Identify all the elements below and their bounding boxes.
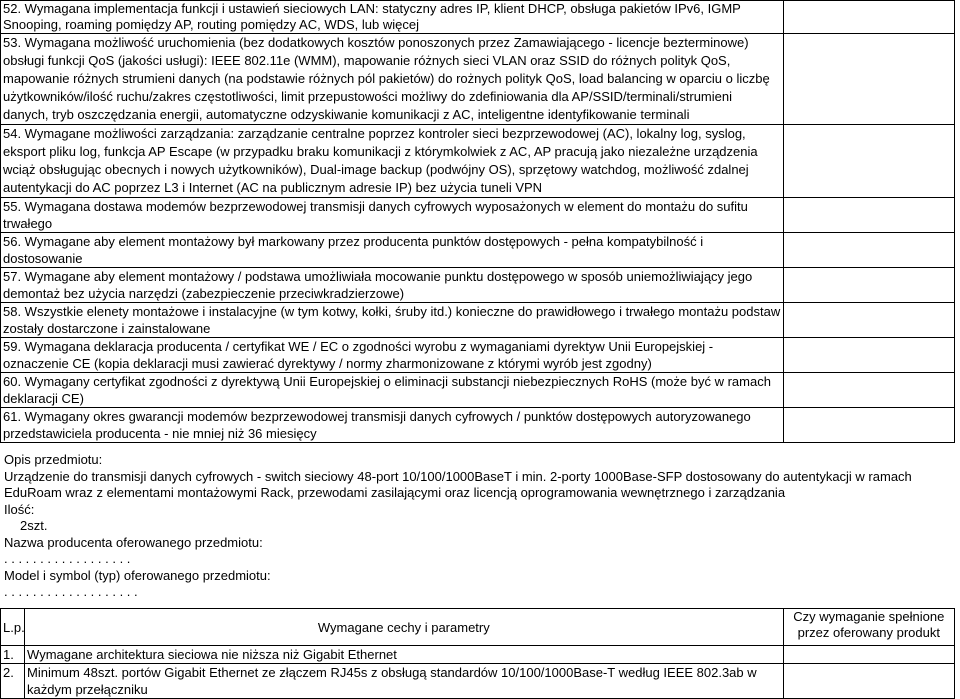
table-row [1, 34, 955, 125]
answer-cell[interactable] [783, 303, 954, 338]
header-answer: Czy wymaganie spełnione przez oferowany produkt [783, 609, 954, 646]
requirement-text: 61. Wymagany okres gwarancji modemów bezprzewodowej transmisji danych cyfrowych / punktów dostępowych autoryzowanego przedstawiciela producenta - nie mniej niż 36 miesięcy [1, 408, 784, 443]
answer-cell[interactable] [783, 373, 954, 408]
answer-cell[interactable] [783, 338, 954, 373]
producer-label: Nazwa producenta oferowanego przedmiotu: [4, 534, 263, 550]
description-text: Urządzenie do transmisji danych cyfrowych - switch sieciowy 48-port 10/100/1000BaseT i min. 2-porty 1000Base-SFP dostosowany do autentykacji w ramach EduRoam wraz z elementami montażowymi Rack, przewodami zasilającymi oraz licencją oprogramowania wewnętrznego i zarządzania [4, 468, 912, 500]
answer-cell[interactable] [783, 198, 954, 233]
table-row [1, 303, 955, 338]
answer-cell[interactable] [783, 664, 954, 699]
row-number: 2. [1, 664, 25, 699]
answer-cell[interactable] [783, 646, 954, 664]
model-blank[interactable]: . . . . . . . . . . . . . . . . . . . [4, 584, 138, 599]
table-header-row [1, 609, 955, 646]
table-row [1, 338, 955, 373]
producer-blank[interactable]: . . . . . . . . . . . . . . . . . . [4, 551, 131, 566]
row-text: Minimum 48szt. portów Gigabit Ethernet ze złączem RJ45s z obsługą standardów 10/100/1000Base-T według IEEE 802.3ab w każdym przełączniku [25, 664, 784, 699]
requirement-text: 55. Wymagana dostawa modemów bezprzewodowej transmisji danych cyfrowych wyposażonych w element do montażu do sufitu trwałego [1, 198, 784, 233]
requirement-text: 56. Wymagane aby element montażowy był markowany przez producenta punktów dostępowych - pełna kompatybilność i dostosowanie [1, 233, 784, 268]
table-row [1, 125, 955, 198]
row-text: Wymagane architektura sieciowa nie niższa niż Gigabit Ethernet [25, 646, 784, 664]
requirement-text: 60. Wymagany certyfikat zgodności z dyrektywą Unii Europejskiej o eliminacji substancji niebezpiecznych RoHS (może być w ramach deklaracji CE) [1, 373, 784, 408]
model-label: Model i symbol (typ) oferowanego przedmiotu: [4, 567, 271, 583]
answer-cell[interactable] [783, 34, 954, 125]
answer-cell[interactable] [783, 1, 954, 34]
answer-cell[interactable] [783, 408, 954, 443]
table-row [1, 408, 955, 443]
requirement-text: 59. Wymagana deklaracja producenta / certyfikat WE / EC o zgodności wyrobu z wymaganiami dyrektyw Unii Europejskiej - oznaczenie CE (kopia deklaracji musi zawierać dyrektywy / normy zharmonizowane z którymi wyrób jest zgodny) [1, 338, 784, 373]
quantity-label: Ilość: [4, 501, 35, 517]
quantity-value: 2szt. [20, 518, 48, 533]
requirement-text: 53. Wymagana możliwość uruchomienia (bez dodatkowych kosztów ponoszonych przez Zamawiającego - licencje bezterminowe) obsługi funkcji QoS (jakości usługi): IEEE 802.11e (WMM), mapowanie różnych sieci VLAN oraz SSID do różnych polityk QoS, mapowanie różnych strumieni danych (na podstawie różnych pól pakietów) do rożnych polityk QoS, load balancing w oparciu o liczbę użytkowników/ilość ruchu/zakres częstotliwości, limit przepustowości możliwy do zdefiniowania dla AP/SSID/terminali/strumieni danych, tryb oszczędzania energii, automatyczne odzyskiwanie komunikacji z AC, inteligentne identyfikowanie terminali [3, 35, 770, 122]
header-requirements: Wymagane cechy i parametry [25, 609, 784, 646]
table-row [1, 268, 955, 303]
requirement-text: 57. Wymagane aby element montażowy / podstawa umożliwiała mocowanie punktu dostępowego w sposób uniemożliwiający jego demontaż bez użycia narzędzi (zabezpieczenie przeciwkradzierzowe) [1, 268, 784, 303]
table-row [1, 646, 955, 664]
table-row [1, 198, 955, 233]
item-description [4, 452, 954, 601]
row-number: 1. [1, 646, 25, 664]
requirement-text: 52. Wymagana implementacja funkcji i ustawień sieciowych LAN: statyczny adres IP, klient DHCP, obsługa pakietów IPv6, IGMP Snooping, roaming pomiędzy AP, routing pomiędzy AC, WDS, lub więcej [1, 1, 784, 34]
table-row [1, 233, 955, 268]
requirement-text: 54. Wymagane możliwości zarządzania: zarządzanie centralne poprzez kontroler sieci bezprzewodowej (AC), lokalny log, syslog, eksport pliku log, funkcja AP Escape (w przypadku braku komunikacji z którymkolwiek z AC, AP pracują jako niezależne urządzenia wciąż obsługując obecnych i nowych użytkowników), Dual-image backup (podwójny OS), sprzętowy watchdog, możliwość zdalnej autentykacji do AC poprzez L3 i Internet (AC na publicznym adresie IP) bez użycia tuneli VPN [1, 125, 784, 198]
answer-cell[interactable] [783, 233, 954, 268]
parameters-table [0, 608, 955, 699]
answer-cell[interactable] [783, 268, 954, 303]
description-heading: Opis przedmiotu: [4, 452, 103, 467]
answer-cell[interactable] [783, 125, 954, 198]
table-row [1, 1, 955, 34]
requirement-cell [1, 34, 784, 125]
table-row [1, 373, 955, 408]
header-lp: L.p. [1, 609, 25, 646]
table-row [1, 664, 955, 699]
requirement-text: 58. Wszystkie elenety montażowe i instalacyjne (w tym kotwy, kołki, śruby itd.) konieczne do prawidłowego i trwałego montażu podstaw zostały dostarczone i zainstalowane [1, 303, 784, 338]
